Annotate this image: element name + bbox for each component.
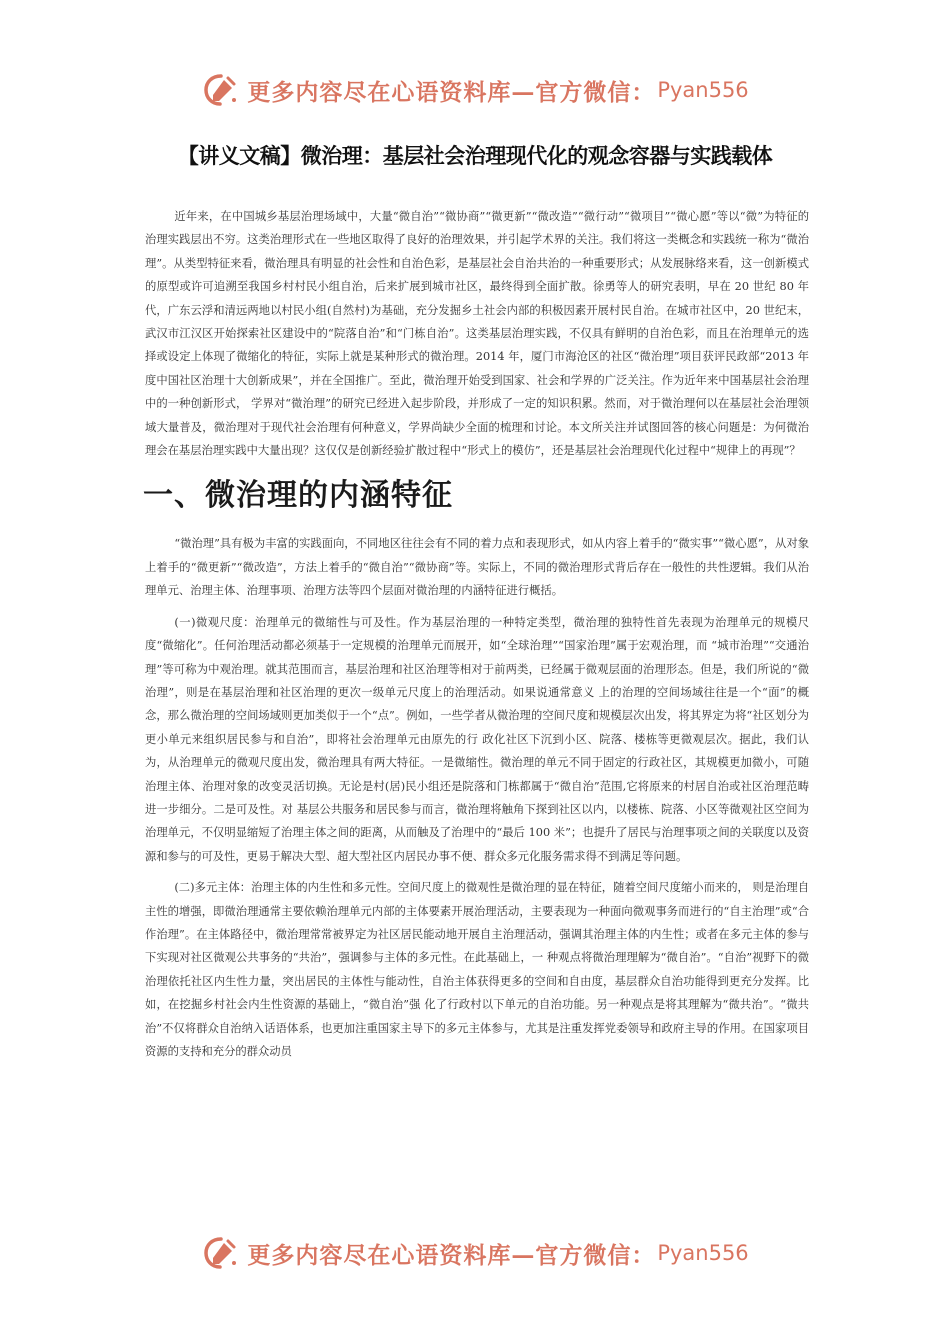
section-heading: 一、微治理的内涵特征 [143, 478, 453, 514]
brand-logo-icon [201, 1233, 241, 1273]
banner-wechat-id: Pyan556 [657, 1241, 749, 1265]
document-body [145, 205, 809, 1071]
brand-logo-icon [201, 70, 241, 110]
section-paragraph-1: “微治理”具有极为丰富的实践面向，不同地区往往会有不同的着力点和表现形式，如从内容上着手的“微实事”“微心愿”，从对象上着手的“微更新”“微改造”，方法上着手的“微自治”“微协商”等。实际上，不同的微治理形式背后存在一般性的共性逻辑。我们从治理单元、治理主体、治理事项、治理方法等四个层面对微治理的内涵特征进行概括。 [145, 537, 809, 598]
header-watermark-banner [0, 70, 950, 110]
banner-wechat-id: Pyan556 [657, 78, 749, 102]
intro-paragraph: 近年来，在中国城乡基层治理场域中，大量“微自治”“微协商”“微更新”“微改造”“微行动”“微项目”“微心愿”等以“微”为特征的治理实践层出不穷。这类治理形式在一些地区取得了良好的治理效果，并引起学术界的关注。我们将这一类概念和实践统一称为“微治理”。从类型特征来看，微治理具有明显的社会性和自治色彩，是基层社会自治共治的一种重要形式；从发展脉络来看，这一创新模式的原型或许可追溯至我国乡村村民小组自治，后来扩展到城市社区，最终得到全面扩散。徐勇等人的研究表明，早在 20 世纪 80 年代，广东云浮和清远两地以村民小组(自然村)为基础，充分发掘乡土社会内部的积极因素开展村民自治。在城市社区中，20 世纪末，武汉市江汉区开始探索社区建设中的“院落自治”和“门栋自治”。这类基层治理实践，不仅具有鲜明的自治色彩，而且在治理单元的选择或设定上体现了微缩化的特征，实际上就是某种形式的微治理。2014 年，厦门市海沧区的社区“微治理”项目获评民政部“2013 年度中国社区治理十大创新成果”，并在全国推广。至此，微治理开始受到国家、社会和学界的广泛关注。作为近年来中国基层社会治理中的一种创新形式， 学界对“微治理”的研究已经进入起步阶段，并形成了一定的知识积累。然而，对于微治理何以在基层社会治理领域大量普及，微治理对于现代社会治理有何种意义，学界尚缺少全面的梳理和讨论。本文所关注并试图回答的核心问题是：为何微治理会在基层治理实践中大量出现？这仅仅是创新经验扩散过程中“形式上的模仿”，还是基层社会治理现代化过程中“规律上的再现”？ [145, 210, 809, 458]
section-paragraph-3: (二)多元主体：治理主体的内生性和多元性。空间尺度上的微观性是微治理的显在特征，随着空间尺度缩小而来的， 则是治理自主性的增强，即微治理通常主要依赖治理单元内部的主体要素开展治理活动，主要表现为一种面向微观事务而进行的“自主治理”或“合作治理”。在主体路径中，微治理常常被界定为社区居民能动地开展自主治理活动，强调其治理主体的内生性；或者在多元主体的参与下实现对社区微观公共事务的“共治”，强调参与主体的多元性。在此基础上，一 种观点将微治理理解为“微自治”。“自治”视野下的微治理依托社区内生性力量，突出居民的主体性与能动性，自治主体获得更多的空间和自由度，基层群众自治功能得到更充分发挥。比如，在挖掘乡村社会内生性资源的基础上，“微自治”强 化了行政村以下单元的自治功能。另一种观点是将其理解为“微共治”。“微共治”不仅将群众自治纳入话语体系，也更加注重国家主导下的多元主体参与，尤其是注重发挥党委领导和政府主导的作用。在国家项目资源的支持和充分的群众动员 [145, 881, 809, 1058]
footer-watermark-banner [0, 1233, 950, 1273]
banner-text: 更多内容尽在心语资料库—官方微信： [247, 78, 656, 106]
document-title: 【讲义文稿】微治理：基层社会治理现代化的观念容器与实践载体 [177, 144, 773, 168]
banner-text: 更多内容尽在心语资料库—官方微信： [247, 1241, 656, 1269]
section-paragraph-2: (一)微观尺度：治理单元的微缩性与可及性。作为基层治理的一种特定类型，微治理的独特性首先表现为治理单元的规模尺度“微缩化”。任何治理活动都必须基于一定规模的治理单元而展开，如“全球治理”“国家治理”属于宏观治理，而 “城市治理”“交通治理”等可称为中观治理。就其范围而言，基层治理和社区治理等相对于前两类，已经属于微观层面的治理形态。但是，我们所说的“微治理”，则是在基层治理和社区治理的更次一级单元尺度上的治理活动。如果说通常意义 上的治理的空间场域往往是一个“面”的概念，那么微治理的空间场域则更加类似于一个“点”。例如，一些学者从微治理的空间尺度和规模层次出发，将其界定为将“社区划分为更小单元来组织居民参与和自治”，即将社会治理单元由原先的行 政化社区下沉到小区、院落、楼栋等更微观层次。据此，我们认为，从治理单元的微观尺度出发，微治理具有两大特征。一是微缩性。微治理的单元不同于固定的行政社区，其规模更加微小，可随治理主体、治理对象的改变灵活切换。无论是村(居)民小组还是院落和门栋都属于“微自治”范围,它将原来的村居自治或社区治理范畴进一步细分。二是可及性。对 基层公共服务和居民参与而言，微治理将触角下探到社区以内，以楼栋、院落、小区等微观社区空间为治理单元，不仅明显缩短了治理主体之间的距离，从而触及了治理中的“最后 100 米”；也提升了居民与治理事项之间的关联度以及资源和参与的可及性，更易于解决大型、超大型社区内居民办事不便、群众多元化服务需求得不到满足等问题。 [145, 615, 809, 863]
